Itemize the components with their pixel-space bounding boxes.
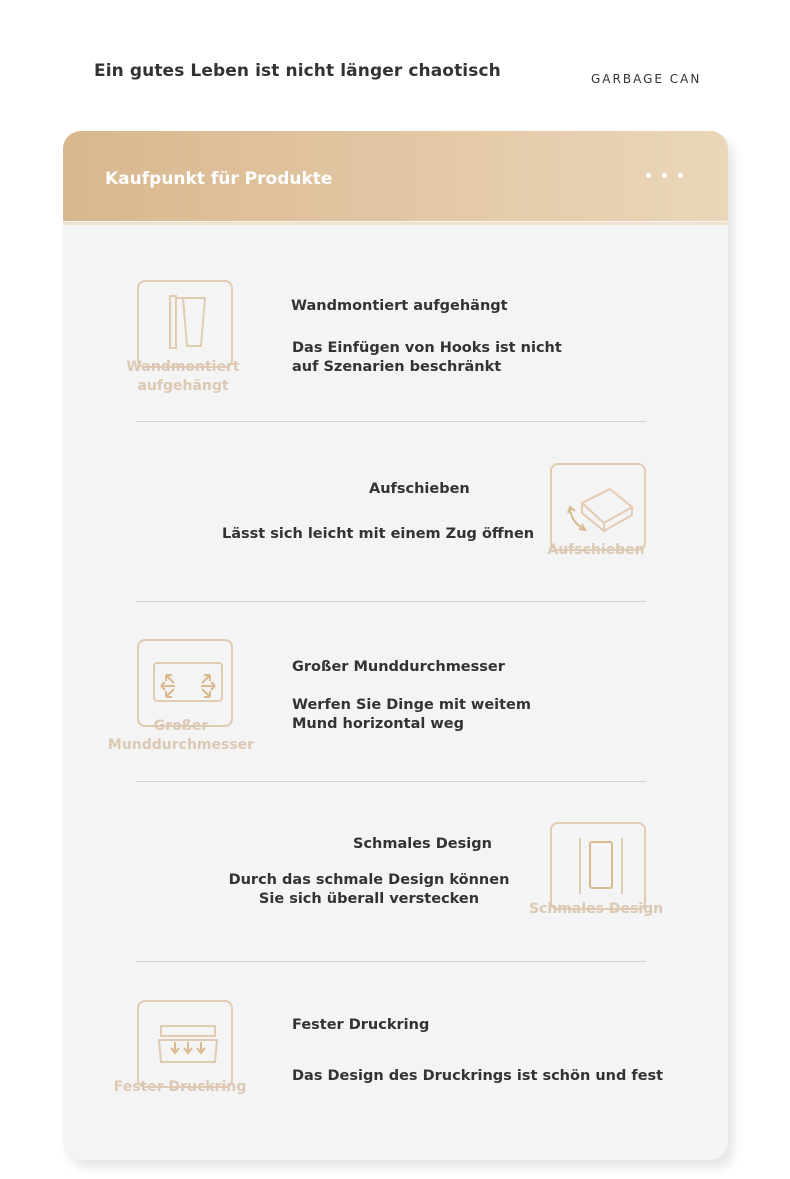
icon-caption: Großer Munddurchmesser [107,718,255,753]
icon-caption: Wandmontiert aufgehängt [126,359,240,394]
feature-title: Wandmontiert aufgehängt [291,298,508,314]
feature-desc-line1: Werfen Sie Dinge mit weitem [292,697,531,713]
page-header-title: Ein gutes Leben ist nicht länger chaotisch [94,61,501,81]
feature-title: Aufschieben [369,481,470,497]
feature-divider [136,601,646,602]
feature-title: Großer Munddurchmesser [292,659,505,675]
feature-desc-line2: Mund horizontal weg [292,716,464,732]
card-title: Kaufpunkt für Produkte [105,169,333,189]
icon-caption: Schmales Design [528,901,664,917]
more-dots-icon[interactable] [646,173,683,179]
icon-caption: Fester Druckring [113,1079,247,1095]
pressure-ring-icon [137,1000,233,1088]
feature-desc-line1: Durch das schmale Design können [228,872,510,888]
card-header-divider [63,222,728,225]
expand-arrows-icon [137,639,233,727]
feature-card [63,131,728,1160]
drawer-icon [550,463,646,551]
feature-desc-line1: Das Design des Druckrings ist schön und fest [292,1068,664,1084]
feature-divider [136,781,646,782]
feature-title: Schmales Design [353,836,492,852]
feature-desc-line1: Das Einfügen von Hooks ist nicht [292,340,562,356]
product-tag: GARBAGE CAN [591,72,702,86]
wall-mount-icon [137,280,233,368]
feature-divider [136,961,646,962]
slim-design-icon [550,822,646,910]
feature-desc-line2: Sie sich überall verstecken [258,891,480,907]
feature-divider [136,421,646,422]
feature-desc-line1: Lässt sich leicht mit einem Zug öffnen [222,526,535,542]
feature-title: Fester Druckring [292,1017,430,1033]
icon-caption: Aufschieben [547,542,645,558]
feature-desc-line2: auf Szenarien beschränkt [292,359,502,375]
